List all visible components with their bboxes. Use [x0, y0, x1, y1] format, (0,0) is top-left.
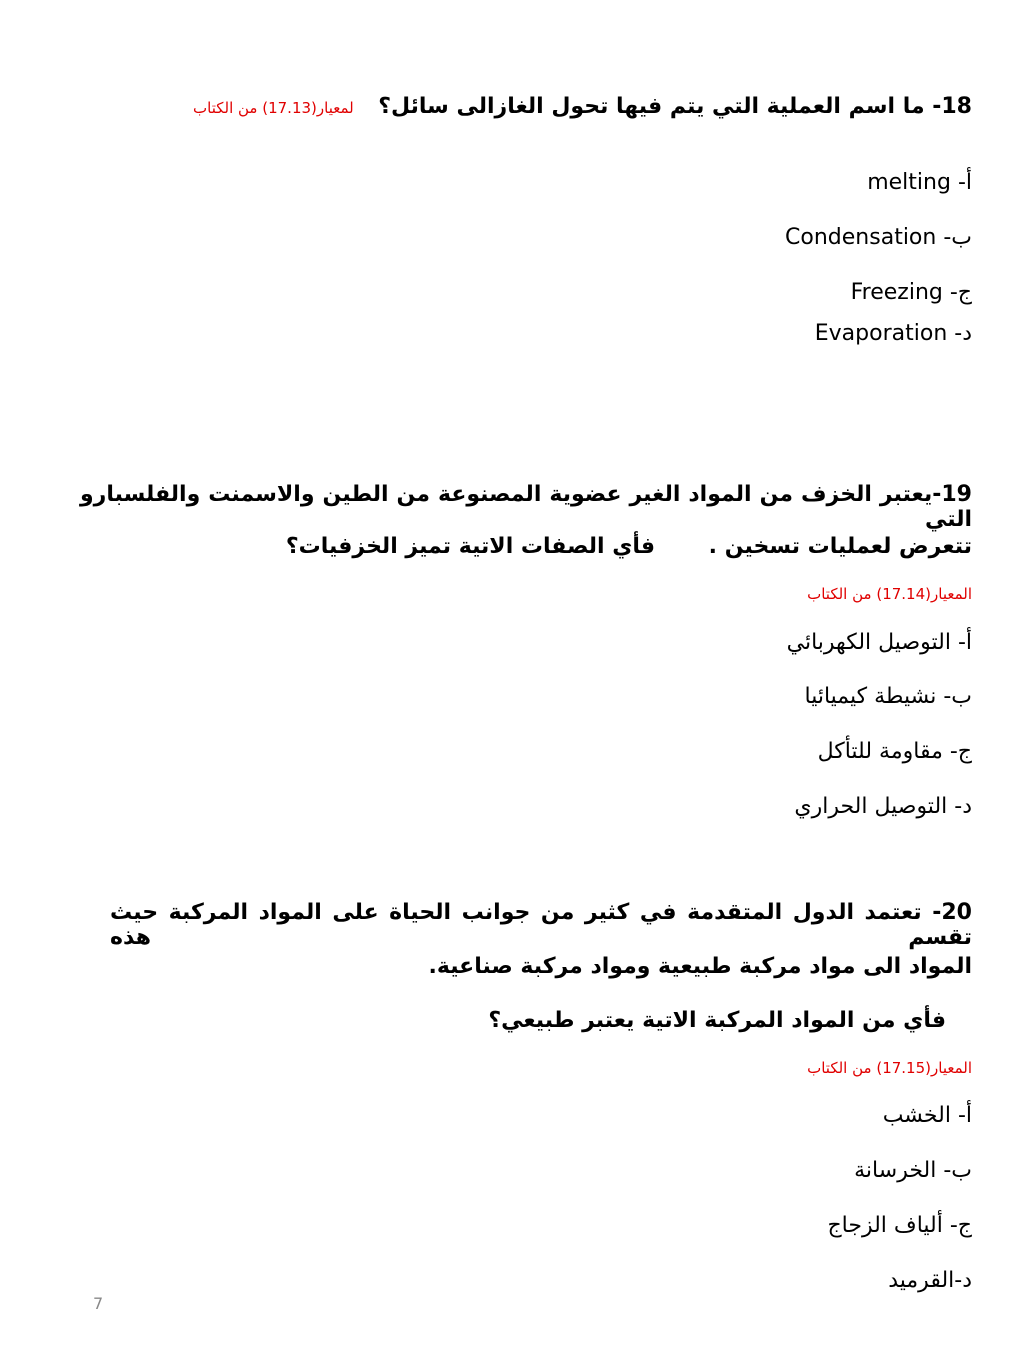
question-18-option-b: ب- Condensation [785, 225, 972, 250]
question-19-standard: المعيار(17.14) من الكتاب [807, 585, 972, 603]
question-20-line-3: فأي من المواد المركبة الاتية يعتبر طبيعي؟ [488, 1008, 946, 1033]
question-19-option-d: د- التوصيل الحراري [794, 794, 972, 819]
question-18-standard: لمعيار(17.13) من الكتاب [193, 99, 354, 117]
question-18-option-c: ج- Freezing [850, 280, 972, 305]
question-20-option-a: أ- الخشب [882, 1103, 972, 1128]
question-18-option-a: أ- melting [867, 170, 972, 195]
question-19-line-1: 19-يعتبر الخزف من المواد الغير عضوية المصنوعة من الطين والاسمنت والفلسبارو التي [80, 482, 972, 532]
question-19-line-2: تتعرض لعمليات تسخين . فأي الصفات الاتية تميز الخزفيات؟ [285, 534, 972, 559]
question-20-option-b: ب- الخرسانة [854, 1158, 972, 1183]
question-19-option-a: أ- التوصيل الكهربائي [786, 630, 972, 655]
question-18-text: 18- ما اسم العملية التي يتم فيها تحول الغازالى سائل؟ [378, 94, 972, 119]
question-20-line-2: المواد الى مواد مركبة طبيعية ومواد مركبة صناعية. [428, 954, 972, 979]
question-20-line-1: 20- تعتمد الدول المتقدمة في كثير من جوانب الحياة على المواد المركبة حيث تقسم هذه [110, 900, 972, 950]
question-20-standard: المعيار(17.15) من الكتاب [807, 1059, 972, 1077]
page-number: 7 [93, 1294, 104, 1313]
question-19-option-b: ب- نشيطة كيميائيا [804, 684, 972, 709]
question-20-option-c: ج- ألياف الزجاج [827, 1213, 972, 1238]
question-18-option-d: د- Evaporation [814, 321, 972, 346]
question-19-option-c: ج- مقاومة للتأكل [817, 739, 972, 764]
question-20-option-d: د-القرميد [888, 1268, 972, 1293]
